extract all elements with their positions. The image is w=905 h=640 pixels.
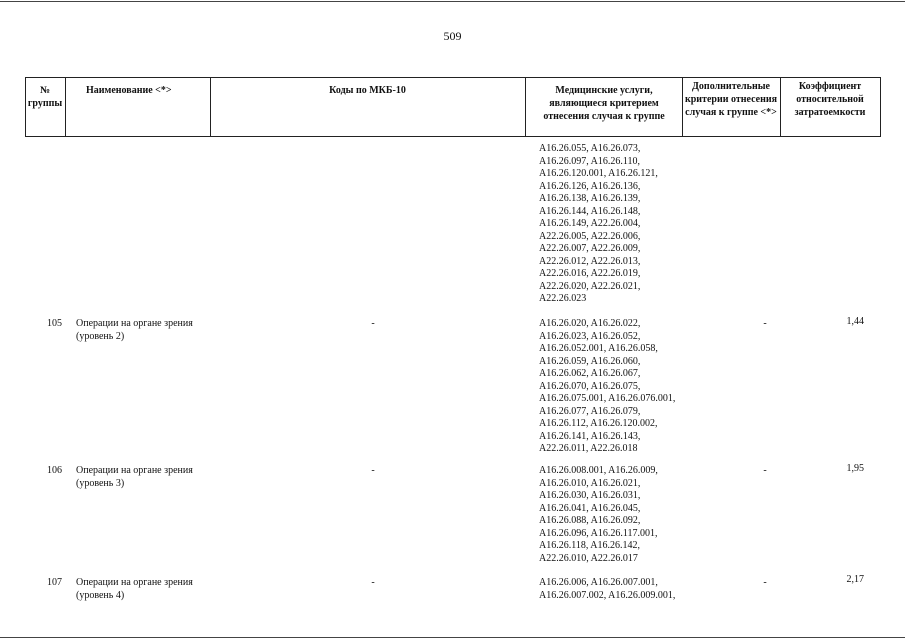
row-extra-criteria: - — [763, 318, 767, 329]
header-divider — [780, 77, 781, 137]
header-extra-criteria: Дополнительные критерии отнесения случая к группе <*> — [684, 81, 778, 118]
row-group-no: 107 — [47, 577, 62, 588]
row-services: A16.26.006, A16.26.007.001, A16.26.007.002, A16.26.009.001, — [539, 577, 676, 601]
header-bottom-border — [25, 136, 881, 137]
row-icd-codes: - — [371, 577, 375, 588]
row-services: A16.26.008.001, A16.26.009, A16.26.010, A16.26.021, A16.26.030, A16.26.031, A16.26.041, A16.26.045, A16.26.088, A16.26.092, A16.26.096, A16.26.117.001, A16.26.118, A16.26.142, A22.26.010, A22.26.017 — [539, 465, 658, 564]
row-icd-codes: - — [371, 465, 375, 476]
row-services: A16.26.020, A16.26.022, A16.26.023, A16.26.052, A16.26.052.001, A16.26.058, A16.26.059, A16.26.060, A16.26.062, A16.26.067, A16.26.070, A16.26.075, A16.26.075.001, A16.26.076.001, A16.26.077, A16.26.079, A16.26.112, A16.26.120.002, A16.26.141, A16.26.143, A22.26.011, A22.26.018 — [539, 318, 676, 454]
header-icd-codes: Коды по МКБ-10 — [329, 85, 406, 96]
header-divider — [682, 77, 683, 137]
page-number: 509 — [443, 29, 462, 43]
header-med-services: Медицинские услуги, являющиеся критерием отнесения случая к группе — [543, 85, 665, 122]
header-divider — [65, 77, 66, 137]
continuation-services: A16.26.055, A16.26.073, A16.26.097, A16.26.110, A16.26.120.001, A16.26.121, A16.26.126, A16.26.136, A16.26.138, A16.26.139, A16.26.144, A16.26.148, A16.26.149, A22.26.004, A22.26.005, A22.26.006, A22.26.007, A22.26.009, A22.26.012, A22.26.013, A22.26.016, A22.26.019, A22.26.020, A22.26.021, A22.26.023 — [539, 143, 658, 304]
row-name: Операции на органе зрения (уровень 2) — [76, 318, 193, 342]
header-coefficient: Коэффициент относительной затратоемкости — [794, 81, 866, 118]
row-group-no: 106 — [47, 465, 62, 476]
row-extra-criteria: - — [763, 577, 767, 588]
row-group-no: 105 — [47, 318, 62, 329]
page-bottom-edge — [0, 637, 905, 638]
header-name: Наименование <*> — [86, 85, 172, 96]
row-name: Операции на органе зрения (уровень 3) — [76, 465, 193, 489]
header-top-border — [25, 77, 881, 78]
row-name: Операции на органе зрения (уровень 4) — [76, 577, 193, 601]
header-group-no: № группы — [27, 85, 63, 109]
row-coefficient: 1,95 — [846, 463, 864, 474]
page-top-edge — [0, 1, 905, 2]
row-extra-criteria: - — [763, 465, 767, 476]
header-divider — [210, 77, 211, 137]
row-coefficient: 1,44 — [846, 316, 864, 327]
row-coefficient: 2,17 — [846, 574, 864, 585]
header-divider — [525, 77, 526, 137]
header-divider — [880, 77, 881, 137]
header-divider — [25, 77, 26, 137]
row-icd-codes: - — [371, 318, 375, 329]
